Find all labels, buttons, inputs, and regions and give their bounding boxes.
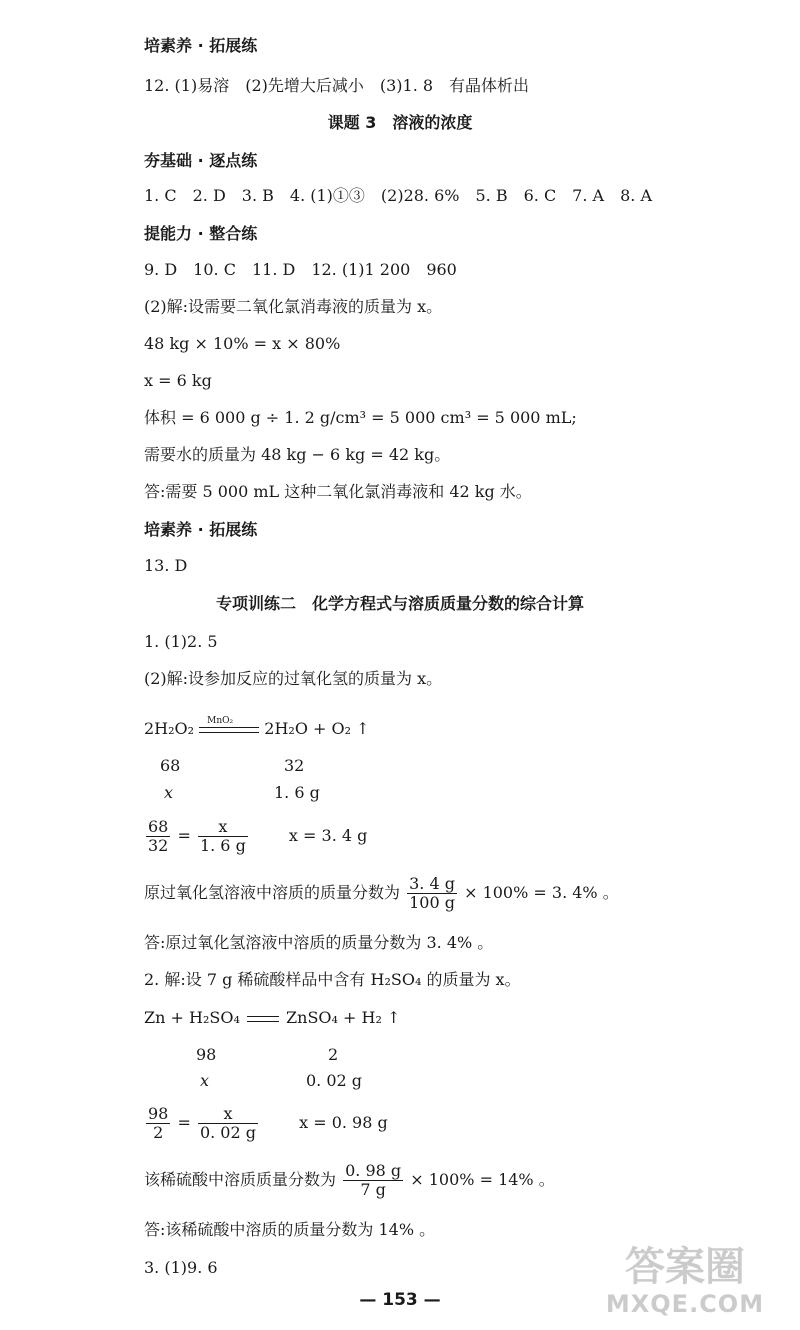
section-heading: 提能力 · 整合练 [144, 224, 258, 243]
double-line [199, 727, 259, 733]
fraction [407, 875, 457, 912]
molar-mass: 32 [284, 756, 305, 775]
chemical-equation [144, 1008, 400, 1028]
double-line [247, 1016, 279, 1022]
result: x = 3. 4 g [288, 826, 368, 845]
percentage-suffix: × 100% = 3. 4% 。 [464, 883, 619, 902]
fraction [146, 1105, 170, 1142]
solution-line: 体积 = 6 000 g ÷ 1. 2 g/cm³ = 5 000 cm³ = 5 000 mL; [144, 408, 577, 427]
result: x = 0. 98 g [299, 1113, 388, 1132]
section-heading: 培素养 · 拓展练 [144, 520, 258, 539]
equation-left: 2H₂O₂ [144, 719, 195, 738]
answer-line: 1. (1)2. 5 [144, 632, 218, 651]
section-heading: 夯基础 · 逐点练 [144, 151, 258, 170]
equals-sign: = [177, 1113, 191, 1132]
equals-sign: = [177, 826, 191, 845]
unknown-variable: x [200, 1071, 210, 1090]
molar-mass: 98 [196, 1045, 217, 1064]
percentage-prefix: 该稀硫酸中溶质质量分数为 [144, 1170, 337, 1189]
denominator: 0. 02 g [199, 1123, 256, 1142]
numerator: x [198, 1105, 258, 1124]
percentage-line [144, 875, 619, 912]
fraction [146, 818, 170, 855]
molar-mass: 68 [160, 756, 181, 775]
watermark-logo: 答案圈 [625, 1244, 745, 1290]
site-watermark [590, 1235, 780, 1325]
catalyst-label: MnO₂ [207, 715, 234, 726]
equation-left: Zn + H₂SO₄ [144, 1008, 240, 1027]
known-mass: 1. 6 g [274, 783, 320, 802]
denominator: 1. 6 g [199, 836, 246, 855]
known-mass: 0. 02 g [306, 1071, 363, 1090]
numerator: 98 [148, 1104, 169, 1123]
watermark-url: MXQE.COM [605, 1290, 765, 1318]
special-training-title: 专项训练二 化学方程式与溶质质量分数的综合计算 [215, 594, 584, 613]
answer-line: 9. D 10. C 11. D 12. (1)1 200 960 [144, 260, 457, 279]
percentage-prefix: 原过氧化氢溶液中溶质的质量分数为 [144, 883, 401, 902]
numerator: 0. 98 g [345, 1161, 402, 1180]
final-answer: 答:该稀硫酸中溶质的质量分数为 14% 。 [144, 1220, 436, 1239]
solution-line: 答:需要 5 000 mL 这种二氧化氯消毒液和 42 kg 水。 [144, 482, 532, 501]
answer-line: 13. D [144, 556, 188, 575]
numerator: 68 [148, 817, 169, 836]
solution-line: (2)解:设参加反应的过氧化氢的质量为 x。 [144, 669, 443, 688]
denominator: 100 g [409, 893, 455, 912]
numerator: 3. 4 g [407, 875, 457, 894]
page-number: — 153 — [359, 1290, 441, 1310]
fraction [343, 1162, 403, 1199]
equation-right: ZnSO₄ + H₂ ↑ [286, 1008, 401, 1027]
denominator: 7 g [360, 1180, 386, 1199]
equation-right: 2H₂O + O₂ ↑ [264, 719, 370, 738]
equals-with-catalyst [199, 715, 259, 737]
solution-line: 2. 解:设 7 g 稀硫酸样品中含有 H₂SO₄ 的质量为 x。 [144, 970, 521, 989]
solution-line: 需要水的质量为 48 kg − 6 kg = 42 kg。 [144, 445, 451, 464]
answer-line: 12. (1)易溶 (2)先增大后减小 (3)1. 8 有晶体析出 [144, 76, 530, 95]
numerator: x [198, 818, 248, 837]
percentage-line [144, 1162, 555, 1199]
solution-line: (2)解:设需要二氧化氯消毒液的质量为 x。 [144, 297, 443, 316]
denominator: 2 [153, 1123, 164, 1142]
final-answer: 答:原过氧化氢溶液中溶质的质量分数为 3. 4% 。 [144, 933, 494, 952]
proportion-line [144, 818, 367, 855]
section-heading: 培素养 · 拓展练 [144, 36, 258, 55]
proportion-line [144, 1105, 388, 1142]
solution-line: x = 6 kg [144, 371, 212, 390]
percentage-suffix: × 100% = 14% 。 [410, 1170, 555, 1189]
chemical-equation [144, 715, 370, 739]
molar-mass: 2 [328, 1045, 339, 1064]
unknown-variable: x [164, 783, 174, 802]
fraction [198, 1105, 258, 1142]
answer-line: 3. (1)9. 6 [144, 1258, 218, 1277]
solution-line: 48 kg × 10% = x × 80% [144, 334, 341, 353]
answer-line: 1. C 2. D 3. B 4. (1)①③ (2)28. 6% 5. B 6. C 7. A 8. A [144, 186, 652, 205]
topic-title: 课题 3 溶液的浓度 [327, 113, 473, 132]
fraction [198, 818, 248, 855]
denominator: 32 [148, 836, 169, 855]
